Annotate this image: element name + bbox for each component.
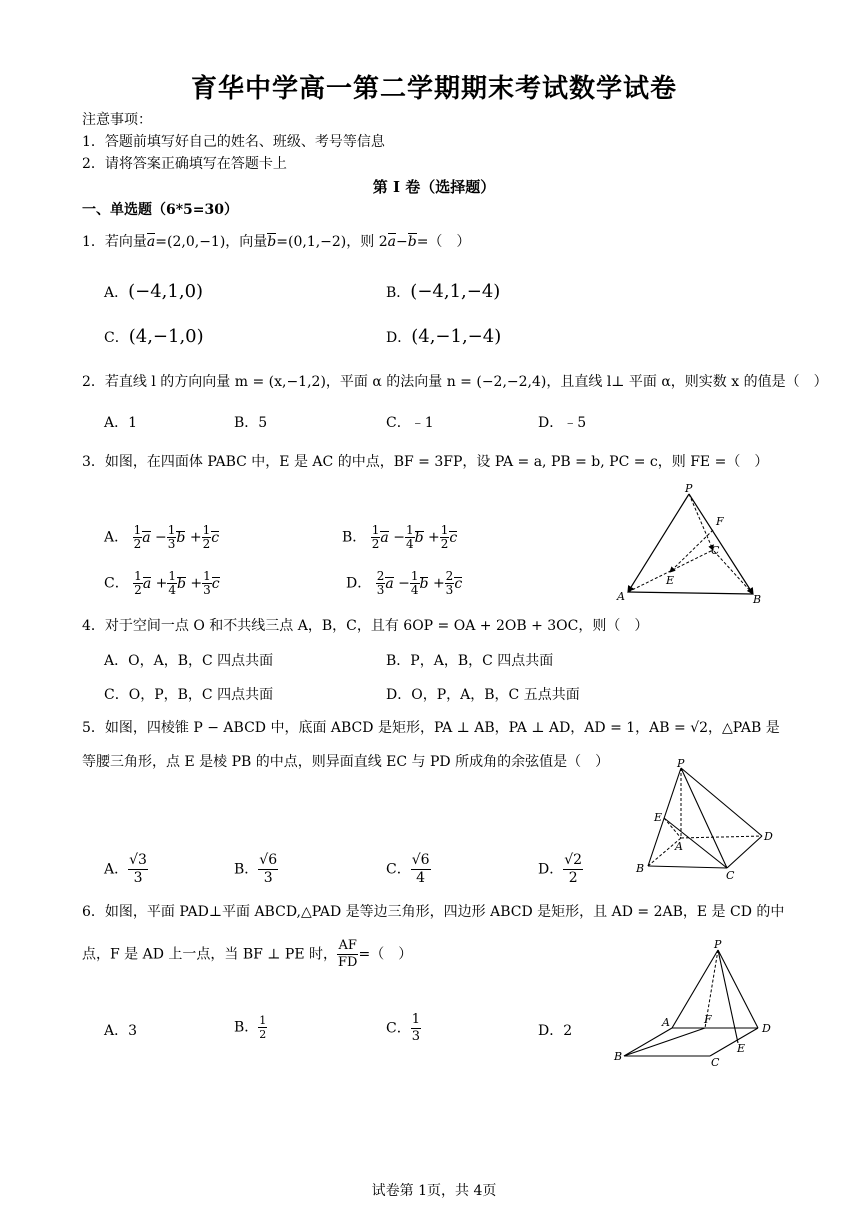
question-6-line-1: 6．如图，平面 PAD⊥平面 ABCD,△PAD 是等边三角形，四边形 ABCD 是矩形，且 AD = 2AB，E 是 CD 的中 — [82, 904, 785, 920]
question-2: 2．若直线 l 的方向向量 m = (x,−1,2)，平面 α 的法向量 n = (−2,−2,4)，且直线 l⊥ 平面 α，则实数 x 的值是（ ） — [82, 374, 828, 390]
q3-option-b[interactable]: B． $\frac{1}{2}$ a − $\frac{1}{4}$ b + $\frac{1}{2}$ c — [342, 523, 458, 551]
q2-option-c[interactable]: C．﹣1 — [386, 415, 434, 431]
q2-option-d[interactable]: D．﹣5 — [538, 415, 587, 431]
question-5-line-2: 等腰三角形，点 E 是棱 PB 的中点，则异面直线 EC 与 PD 所成角的余弦值是（ ） — [82, 754, 610, 770]
note-item-2: 2．请将答案正确填写在答题卡上 — [82, 156, 287, 172]
q1-option-c[interactable]: C．(4,−1,0) — [104, 326, 204, 347]
q4-option-b[interactable]: B．P，A，B，C 四点共面 — [386, 653, 554, 669]
notes-heading: 注意事项： — [82, 112, 152, 128]
q1-option-d[interactable]: D．(4,−1,−4) — [386, 326, 502, 347]
q1-val-b: =(0,1,−2) — [276, 234, 347, 250]
question-1: 1．若向量a=(2,0,−1)，向量b=(0,1,−2)，则 2a−b=（ ） — [82, 234, 471, 250]
fig3-label-e: E — [666, 574, 675, 587]
q1-vec-b2: b — [407, 234, 417, 250]
q4-option-a[interactable]: A．O，A，B，C 四点共面 — [104, 653, 274, 669]
fig6-label-e: E — [737, 1042, 746, 1055]
fig5-label-c: C — [726, 869, 735, 882]
fig3-label-f: F — [716, 515, 724, 528]
fig3-label-p: P — [685, 482, 693, 495]
q6-option-a[interactable]: A．3 — [104, 1023, 138, 1039]
fig5-label-p: P — [677, 757, 685, 770]
fig6-label-p: P — [714, 938, 722, 951]
fig3-label-c: C — [711, 544, 720, 557]
pyramid-figure-q6 — [610, 938, 785, 1070]
fig5-label-e: E — [654, 811, 663, 824]
q6-option-c[interactable]: C． $\frac{1}{3}$ — [386, 1012, 420, 1044]
fig6-label-a: A — [662, 1016, 670, 1029]
fig6-label-c: C — [711, 1056, 720, 1069]
q1-vec-b: b — [267, 234, 277, 250]
q3-option-d[interactable]: D． $\frac{2}{3}$ a − $\frac{1}{4}$ b + $\frac{2}{3}$ c — [346, 569, 463, 597]
q1-option-a[interactable]: A．(−4,1,0) — [104, 281, 204, 302]
q5-option-a[interactable]: A． $\frac{√3}{3}$ — [104, 852, 147, 886]
q2-option-a[interactable]: A．1 — [104, 415, 138, 431]
fig3-label-a: A — [617, 590, 625, 603]
q3-option-a[interactable]: A． $\frac{1}{2}$ a − $\frac{1}{3}$ b + $\frac{1}{2}$ c — [104, 523, 220, 551]
q1-vec-a2: a — [387, 234, 396, 250]
question-4: 4．对于空间一点 O 和不共线三点 A，B，C，且有 6OP = OA + 2OB + 3OC，则（ ） — [82, 618, 649, 634]
q6-option-d[interactable]: D．2 — [538, 1023, 573, 1039]
q5-option-d[interactable]: D． $\frac{√2}{2}$ — [538, 852, 583, 886]
fig6-label-d: D — [762, 1022, 771, 1035]
q4-option-d[interactable]: D．O，P，A，B，C 五点共面 — [386, 687, 580, 703]
q5-option-b[interactable]: B． $\frac{√6}{3}$ — [234, 852, 278, 886]
q6-option-b[interactable]: B． $\frac{1}{2}$ — [234, 1014, 267, 1041]
pyramid-figure-q5 — [630, 756, 780, 882]
q1-text-a: 若向量 — [104, 234, 147, 250]
section-title: 第 I 卷（选择题） — [372, 178, 496, 196]
q1-expr-tail: =（ ） — [416, 234, 471, 250]
q4-option-c[interactable]: C．O，P，B，C 四点共面 — [104, 687, 274, 703]
q2-option-b[interactable]: B．5 — [234, 415, 268, 431]
q5-option-c[interactable]: C． $\frac{√6}{4}$ — [386, 852, 430, 886]
fig6-label-f: F — [704, 1013, 712, 1026]
fig3-label-b: B — [753, 593, 762, 606]
q1-vec-a: a — [146, 234, 156, 250]
question-5-line-1: 5．如图，四棱锥 P − ABCD 中，底面 ABCD 是矩形，PA ⊥ AB，PA ⊥ AD，AD = 1，AB = √2，△PAB 是 — [82, 720, 780, 736]
fig5-label-d: D — [764, 830, 773, 843]
fig6-label-b: B — [614, 1050, 623, 1063]
question-6-line-2: 点，F 是 AD 上一点，当 BF ⊥ PE 时， $\frac{AF}{FD}$ =（ ） — [82, 938, 413, 970]
q3-option-c[interactable]: C． $\frac{1}{2}$ a + $\frac{1}{4}$ b + $\frac{1}{3}$ c — [104, 569, 220, 597]
q1-number: 1． — [82, 234, 105, 250]
q1-text-b: ，向量 — [225, 234, 268, 250]
q1-text-c: ，则 2 — [346, 234, 388, 250]
q1-val-a: =(2,0,−1) — [155, 234, 226, 250]
page-title: 育华中学高一第二学期期末考试数学试卷 — [190, 74, 677, 104]
fig5-label-b: B — [636, 862, 645, 875]
tetrahedron-figure — [610, 480, 770, 608]
part-title: 一、单选题（6*5=30） — [82, 202, 239, 218]
question-3: 3．如图，在四面体 PABC 中，E 是 AC 的中点，BF = 3FP，设 PA = a, PB = b, PC = c，则 FE =（ ） — [82, 454, 769, 470]
fig5-label-a: A — [675, 840, 683, 853]
note-item-1: 1．答题前填写好自己的姓名、班级、考号等信息 — [82, 134, 385, 150]
q1-option-b[interactable]: B．(−4,1,−4) — [386, 281, 501, 302]
page-footer: 试卷第 1页，共 4页 — [371, 1183, 497, 1199]
